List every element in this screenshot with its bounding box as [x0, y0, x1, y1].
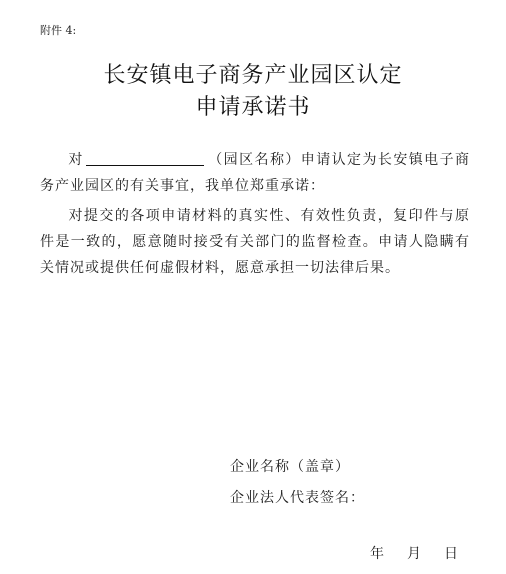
company-name-seal-label: 企业名称（盖章） [230, 459, 350, 475]
legal-representative-signature-label: 企业法人代表签名： [230, 490, 365, 506]
park-name-blank-line[interactable] [86, 150, 204, 166]
annex-label: 附件 4: [40, 24, 77, 37]
paragraph-1-prefix: 对 [68, 152, 84, 168]
date-year: 年 [370, 546, 385, 562]
document-title-line-2: 申请承诺书 [195, 95, 311, 120]
paragraph-commitment [40, 203, 470, 281]
date-day: 日 [444, 546, 459, 562]
date-line [370, 543, 459, 563]
document-title-line-1: 长安镇电子商务产业园区认定 [103, 63, 403, 88]
paragraph-1-suffix: （园区名称）申请认定为长安镇电子商务产业园区的有关事宜，我单位郑重承诺： [40, 152, 471, 194]
paragraph-application [40, 147, 470, 199]
paragraph-2-text: 对提交的各项申请材料的真实性、有效性负责，复印件与原件是一致的，愿意随时接受有关部门的监督检查。申请人隐瞒有关情况或提供任何虚假材料，愿意承担一切法律后果。 [40, 208, 470, 276]
date-month: 月 [407, 546, 422, 562]
